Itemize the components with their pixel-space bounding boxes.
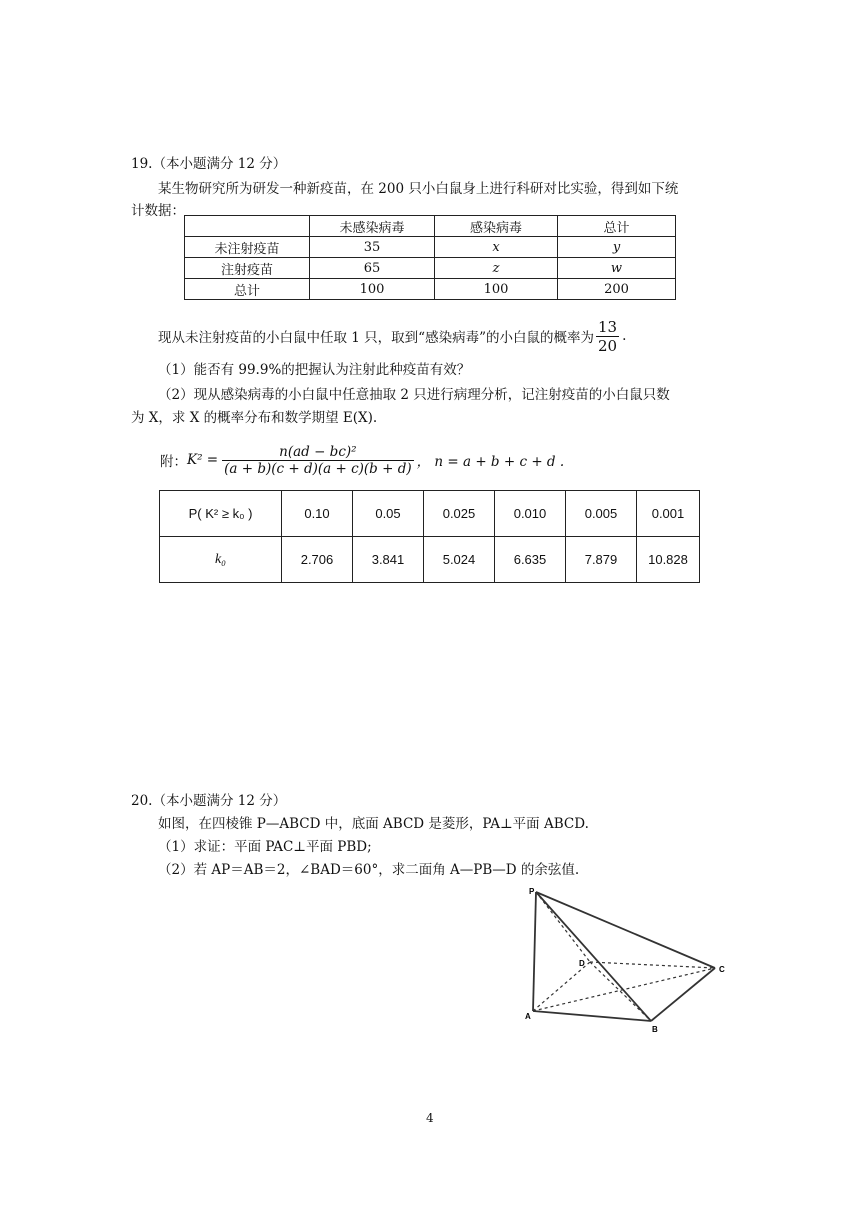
formula-fraction (222, 444, 414, 477)
table-cell: 100 (435, 279, 558, 300)
q20-line2: （1）求证：平面 PAC⊥平面 PBD; (158, 839, 372, 855)
crit-p-cell: 0.005 (566, 491, 637, 537)
probability-end: . (622, 328, 627, 344)
crit-p-cell: 0.010 (495, 491, 566, 537)
table-cell: 总计 (185, 279, 310, 300)
critical-value-table (159, 490, 700, 583)
crit-row-label-cell: k₀ (160, 537, 282, 583)
q20-heading: 20.（本小题满分 12 分） (131, 793, 287, 809)
formula-denominator: (a + b)(c + d)(a + c)(b + d) (224, 460, 412, 477)
critical-probability-row (160, 491, 700, 537)
table-cell: 65 (310, 258, 435, 279)
fraction-denominator: 20 (597, 336, 618, 355)
crit-header-cell: P( K² ≥ k₀ ) (160, 491, 282, 537)
vaccine-data-table (184, 215, 676, 300)
q20-line1: 如图，在四棱锥 P—ABCD 中，底面 ABCD 是菱形，PA⊥平面 ABCD. (158, 816, 589, 832)
table-cell: w (558, 258, 676, 279)
q19-intro-line1: 某生物研究所为研发一种新疫苗，在 200 只小白鼠身上进行科研对比实验，得到如下统 (158, 181, 679, 197)
q19-intro-line2: 计数据： (131, 203, 185, 219)
vertex-label-p: P (529, 887, 535, 896)
table-row (185, 279, 676, 300)
table-cell: z (435, 258, 558, 279)
page-number: 4 (426, 1111, 434, 1125)
crit-k-cell: 7.879 (566, 537, 637, 583)
table-header-cell: 总计 (558, 216, 676, 237)
pyramid-figure (520, 884, 730, 1034)
fraction-numerator: 13 (597, 317, 618, 336)
crit-k-cell: 2.706 (282, 537, 353, 583)
table-row (185, 237, 676, 258)
table-header-row (185, 216, 676, 237)
crit-p-cell: 0.05 (353, 491, 424, 537)
appendix-label: 附： (160, 454, 187, 470)
crit-p-cell: 0.001 (637, 491, 700, 537)
table-row (185, 258, 676, 279)
q19-heading: 19.（本小题满分 12 分） (131, 156, 287, 172)
table-cell: 35 (310, 237, 435, 258)
table-cell: 注射疫苗 (185, 258, 310, 279)
crit-k-cell: 5.024 (424, 537, 495, 583)
vertex-label-b: B (652, 1025, 658, 1034)
q19-part1: （1）能否有 99.9%的把握认为注射此种疫苗有效？ (158, 362, 471, 378)
table-header-cell: 未感染病毒 (310, 216, 435, 237)
crit-k-cell: 10.828 (637, 537, 700, 583)
crit-k-cell: 3.841 (353, 537, 424, 583)
vertex-label-a: A (525, 1012, 531, 1021)
q19-part2-line1: （2）现从感染病毒的小白鼠中任意抽取 2 只进行病理分析，记注射疫苗的小白鼠只数 (158, 387, 670, 403)
formula-lhs: K² = (187, 452, 219, 468)
formula-tail: ， n = a + b + c + d . (416, 454, 565, 470)
table-header-cell: 感染病毒 (435, 216, 558, 237)
q19-part2-line2: 为 X，求 X 的概率分布和数学期望 E(X). (131, 410, 378, 426)
crit-k-cell: 6.635 (495, 537, 566, 583)
probability-text: 现从未注射疫苗的小白鼠中任取 1 只，取到“感染病毒”的小白鼠的概率为 (158, 330, 594, 346)
k-squared-formula (160, 437, 564, 483)
crit-p-cell: 0.10 (282, 491, 353, 537)
formula-numerator: n(ad − bc)² (222, 444, 414, 461)
table-cell: y (558, 237, 676, 258)
crit-p-cell: 0.025 (424, 491, 495, 537)
table-cell: 未注射疫苗 (185, 237, 310, 258)
table-header-cell (185, 216, 310, 237)
vertex-label-c: C (719, 965, 725, 974)
critical-value-row (160, 537, 700, 583)
vertex-label-d: D (579, 959, 585, 968)
q19-probability-line (158, 316, 626, 356)
table-cell: 200 (558, 279, 676, 300)
probability-fraction (596, 318, 619, 355)
q20-line3: （2）若 AP＝AB＝2，∠BAD＝60°，求二面角 A—PB—D 的余弦值. (158, 862, 580, 878)
table-cell: x (435, 237, 558, 258)
table-cell: 100 (310, 279, 435, 300)
